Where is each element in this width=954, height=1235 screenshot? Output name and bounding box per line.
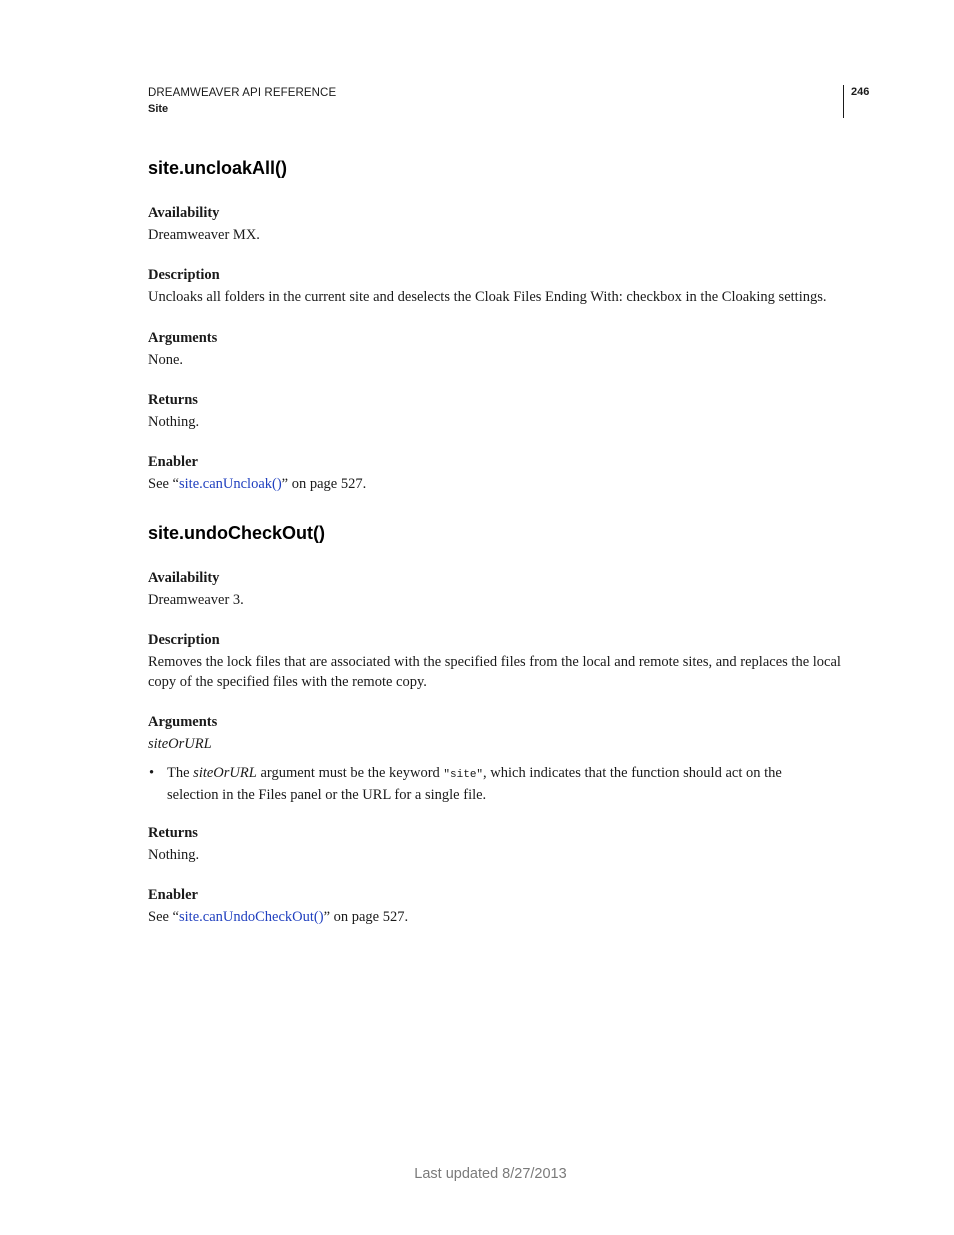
returns-heading: Returns	[148, 825, 198, 841]
enabler-suffix: ” on page 527.	[323, 909, 409, 925]
bullet-line-1	[167, 763, 847, 785]
returns-text: Nothing.	[148, 847, 200, 863]
arguments-text: None.	[148, 352, 184, 368]
returns-text: Nothing.	[148, 414, 200, 430]
enabler-link-canundocheckout[interactable]: site.canUndoCheckOut()	[179, 909, 324, 925]
availability-heading: Availability	[148, 570, 220, 586]
bullet-text-part: , which indicates that the function should act on the	[483, 765, 782, 781]
footer-last-updated: Last updated 8/27/2013	[414, 1166, 567, 1182]
description-text: Uncloaks all folders in the current site and deselects the Cloak Files Ending With: checkbox in the Cloaking settings.	[148, 289, 827, 305]
enabler-text	[148, 907, 408, 927]
bullet-text-part: argument must be the keyword	[256, 765, 444, 781]
description-text-line2: copy of the specified files with the remote copy.	[148, 674, 427, 690]
enabler-prefix: See “	[148, 909, 179, 925]
arguments-text: siteOrURL	[148, 736, 212, 752]
arguments-heading: Arguments	[148, 330, 218, 346]
arguments-heading: Arguments	[148, 714, 218, 730]
bullet-text-part: The	[167, 765, 194, 781]
bullet-arg-name: siteOrURL	[193, 765, 257, 781]
bullet-marker: •	[149, 765, 155, 781]
availability-text: Dreamweaver MX.	[148, 227, 260, 243]
function-title-uncloakall: site.uncloakAll()	[148, 158, 288, 178]
page-number: 246	[851, 86, 870, 98]
enabler-prefix: See “	[148, 476, 179, 492]
enabler-text	[148, 474, 366, 494]
running-header-title: DREAMWEAVER API REFERENCE	[148, 87, 337, 99]
availability-heading: Availability	[148, 205, 220, 221]
enabler-heading: Enabler	[148, 454, 198, 470]
bullet-keyword: "site"	[443, 769, 484, 781]
returns-heading: Returns	[148, 392, 198, 408]
enabler-link-canuncloak[interactable]: site.canUncloak()	[179, 476, 282, 492]
description-heading: Description	[148, 267, 220, 283]
enabler-heading: Enabler	[148, 887, 198, 903]
enabler-suffix: ” on page 527.	[281, 476, 367, 492]
bullet-line-2: selection in the Files panel or the URL for a single file.	[167, 787, 487, 803]
description-heading: Description	[148, 632, 220, 648]
header-divider	[843, 85, 844, 118]
availability-text: Dreamweaver 3.	[148, 592, 244, 608]
description-text-line1: Removes the lock files that are associated with the specified files from the local and remote sites, and replaces the local	[148, 654, 841, 670]
bullet-text	[167, 763, 847, 805]
function-title-undocheckout: site.undoCheckOut()	[148, 523, 326, 543]
running-header-section: Site	[148, 103, 169, 115]
